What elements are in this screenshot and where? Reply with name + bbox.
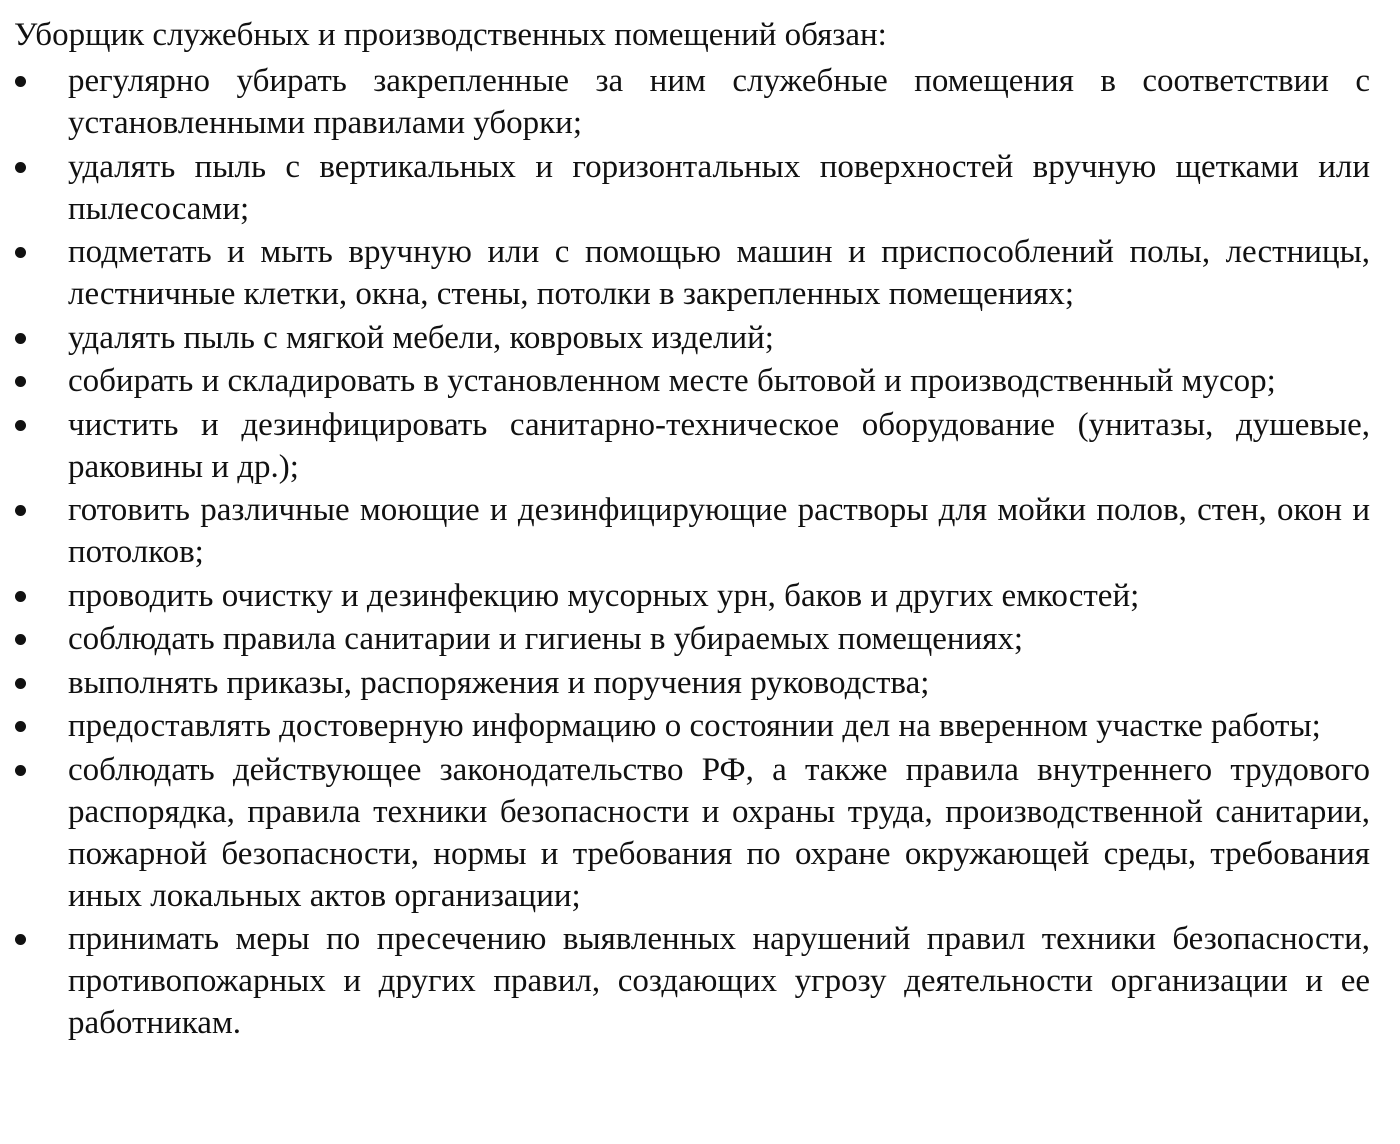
bullet-icon (15, 591, 26, 602)
duty-text: удалять пыль с мягкой мебели, ковровых изделий; (68, 319, 774, 356)
duty-text: соблюдать правила санитарии и гигиены в убираемых помещениях; (68, 621, 1024, 657)
bullet-icon (15, 162, 26, 173)
duty-text: удалять пыль с вертикальных и горизонтальных поверхностей вручную щетками или пылесосами; (68, 148, 1370, 227)
duty-text: чистить и дезинфицировать санитарно-техническое оборудование (унитазы, душевые, раковины и др.); (68, 406, 1370, 485)
duty-item (14, 404, 1370, 488)
duty-item (14, 60, 1370, 144)
bullet-icon (15, 76, 26, 87)
document-page (14, 14, 1370, 1046)
bullet-icon (15, 376, 26, 387)
bullet-icon (15, 765, 26, 776)
duty-item (14, 317, 1370, 359)
duty-text: собирать и складировать в установленном месте бытовой и производственный мусор; (68, 363, 1276, 399)
duty-item (14, 662, 1370, 704)
duty-item (14, 918, 1370, 1044)
bullet-icon (15, 934, 26, 945)
bullet-icon (15, 505, 26, 516)
duty-item (14, 575, 1370, 617)
bullet-icon (15, 247, 26, 258)
document-heading: Уборщик служебных и производственных помещений обязан: (14, 17, 887, 53)
duty-item (14, 749, 1370, 917)
duty-text: регулярно убирать закрепленные за ним служебные помещения в соответствии с установленными правилами уборки; (68, 63, 1370, 141)
bullet-icon (15, 634, 26, 645)
bullet-icon (15, 333, 26, 344)
duty-text: принимать меры по пресечению выявленных нарушений правил техники безопасности, противопожарных и других правил, создающих угрозу деятельности организации и ее работникам. (68, 921, 1370, 1041)
duty-item (14, 489, 1370, 573)
duty-text: подметать и мыть вручную или с помощью машин и приспособлений полы, лестницы, лестничные клетки, окна, стены, потолки в закрепленных помещениях; (68, 234, 1370, 312)
duty-text: выполнять приказы, распоряжения и поручения руководства; (68, 664, 930, 701)
duty-text: предоставлять достоверную информацию о состоянии дел на вверенном участке работы; (68, 708, 1321, 744)
bullet-icon (15, 678, 26, 689)
duties-list (14, 60, 1370, 1044)
duty-item (14, 618, 1370, 660)
duty-item (14, 705, 1370, 747)
duty-item (14, 231, 1370, 315)
duty-item (14, 360, 1370, 402)
duty-text: соблюдать действующее законодательство РФ, а также правила внутреннего трудового распорядка, правила техники безопасности и охраны труда, производственной санитарии, пожарной безопасности, нормы и требования по охране окружающей среды, требования иных локальных актов организации; (68, 751, 1370, 914)
duty-text: готовить различные моющие и дезинфицирующие растворы для мойки полов, стен, окон и потолков; (68, 492, 1370, 570)
duty-text: проводить очистку и дезинфекцию мусорных урн, баков и других емкостей; (68, 577, 1140, 614)
bullet-icon (15, 721, 26, 732)
bullet-icon (15, 420, 26, 431)
duty-item (14, 146, 1370, 230)
